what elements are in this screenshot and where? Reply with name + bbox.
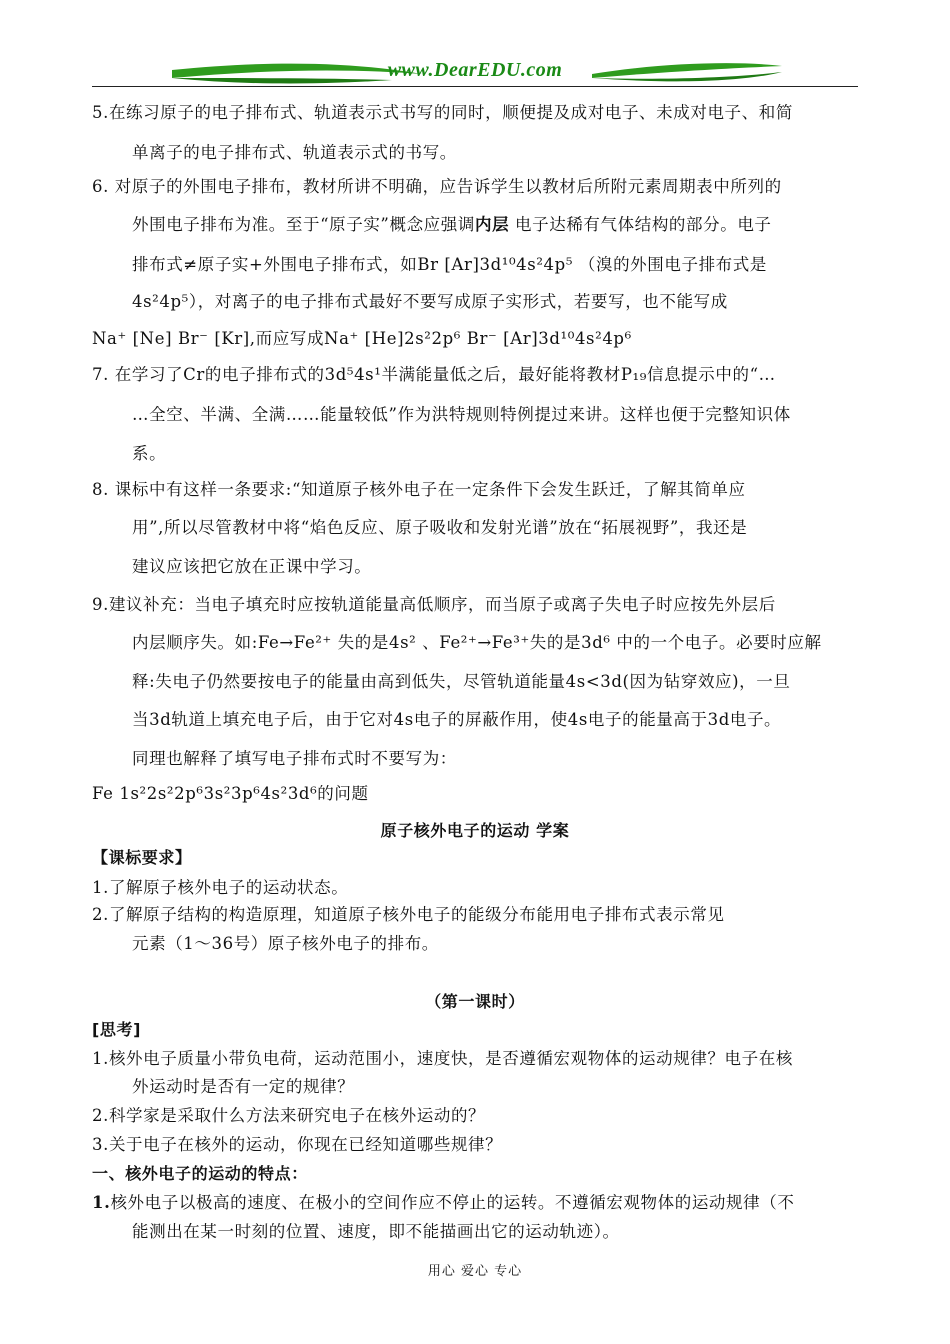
item5-line1: 5.在练习原子的电子排布式、轨道表示式书写的同时，顺便提及成对电子、未成对电子、和简 bbox=[92, 103, 793, 122]
point-1-text: 核外电子以极高的速度、在极小的空间作应不停止的运转。不遵循宏观物体的运动规律（不 bbox=[110, 1193, 795, 1212]
item6-inner-layer-emphasis: 内层 bbox=[474, 215, 510, 234]
item9-line4: 当3d轨道上填充电子后，由于它对4s电子的屏蔽作用，使4s电子的能量高于3d电子。 bbox=[132, 710, 782, 729]
requirement-2-line1: 2.了解原子结构的构造原理，知道原子核外电子的能级分布能用电子排布式表示常见 bbox=[92, 905, 725, 924]
question-1-line1: 1.核外电子质量小带负电荷，运动范围小，速度快，是否遵循宏观物体的运动规律？电子在核 bbox=[92, 1049, 793, 1068]
item9-line6: Fe 1s²2s²2p⁶3s²3p⁶4s²3d⁶的问题 bbox=[92, 784, 369, 803]
item6-line1: 6. 对原子的外围电子排布，教材所讲不明确，应告诉学生以教材后所附元素周期表中所列的 bbox=[92, 177, 782, 196]
header-divider bbox=[92, 86, 858, 87]
question-2: 2.科学家是采取什么方法来研究电子在核外运动的？ bbox=[92, 1106, 486, 1125]
item7-line3: 系。 bbox=[132, 444, 167, 463]
item6-line2-c: 电子达稀有气体结构的部分。电子 bbox=[509, 215, 772, 234]
item7-line1: 7. 在学习了Cr的电子排布式的3d⁵4s¹半满能量低之后，最好能将教材P₁₉信息提示中的“… bbox=[92, 365, 776, 384]
item9-line5: 同理也解释了填写电子排布式时不要写为： bbox=[132, 749, 457, 768]
header-banner bbox=[92, 56, 858, 92]
requirement-1: 1.了解原子核外电子的运动状态。 bbox=[92, 878, 349, 897]
item8-line1: 8. 课标中有这样一条要求:“知道原子核外电子在一定条件下会发生跃迁，了解其简单应 bbox=[92, 480, 746, 499]
point-1-line2: 能测出在某一时刻的位置、速度，即不能描画出它的运动轨迹）。 bbox=[132, 1222, 620, 1241]
item9-line2: 内层顺序失。如:Fe→Fe²⁺ 失的是4s² 、Fe²⁺→Fe³⁺失的是3d⁶ 中的一个电子。必要时应解 bbox=[132, 633, 822, 652]
think-heading: [思考] bbox=[92, 1020, 142, 1039]
study-title: 原子核外电子的运动 学案 bbox=[380, 821, 570, 840]
item9-line3: 释:失电子仍然要按电子的能量由高到低失，尽管轨道能量4s<3d(因为钻穿效应)，一旦 bbox=[132, 672, 791, 691]
item6-line2 bbox=[132, 213, 772, 237]
question-3: 3.关于电子在核外的运动，你现在已经知道哪些规律？ bbox=[92, 1135, 503, 1154]
item8-line3: 建议应该把它放在正课中学习。 bbox=[132, 557, 372, 576]
section-1-heading: 一、核外电子的运动的特点： bbox=[92, 1164, 308, 1183]
item8-line2: 用”,所以尽管教材中将“焰色反应、原子吸收和发射光谱”放在“拓展视野”，我还是 bbox=[132, 518, 748, 537]
item6-line5: Na⁺ [Ne] Br⁻ [Kr],而应写成Na⁺ [He]2s²2p⁶ Br⁻ [Ar]3d¹⁰4s²4p⁶ bbox=[92, 329, 632, 348]
item6-line3: 排布式≠原子实+外围电子排布式，如Br [Ar]3d¹⁰4s²4p⁵ （溴的外围电子排布式是 bbox=[132, 255, 767, 274]
site-logo-text: www.DearEDU.com bbox=[387, 59, 563, 81]
item6-line2-a: 外围电子排布为准。至于“原子实”概念应强调 bbox=[132, 215, 475, 234]
item5-line2: 单离子的电子排布式、轨道表示式的书写。 bbox=[132, 143, 457, 162]
item7-line2: …全空、半满、全满……能量较低”作为洪特规则特例提过来讲。这样也便于完整知识体 bbox=[132, 405, 791, 424]
point-1-number: 1. bbox=[92, 1193, 111, 1212]
requirement-2-line2: 元素（1～36号）原子核外电子的排布。 bbox=[132, 934, 439, 953]
requirements-heading: 【课标要求】 bbox=[92, 848, 192, 867]
lesson-heading: （第一课时） bbox=[425, 992, 525, 1011]
question-1-line2: 外运动时是否有一定的规律？ bbox=[132, 1077, 355, 1096]
point-1-line1 bbox=[92, 1191, 794, 1215]
item6-line4: 4s²4p⁵），对离子的电子排布式最好不要写成原子实形式，若要写，也不能写成 bbox=[132, 292, 728, 311]
item9-line1: 9.建议补充：当电子填充时应按轨道能量高低顺序，而当原子或离子失电子时应按先外层后 bbox=[92, 595, 776, 614]
page-footer: 用心 爱心 专心 bbox=[427, 1264, 523, 1279]
